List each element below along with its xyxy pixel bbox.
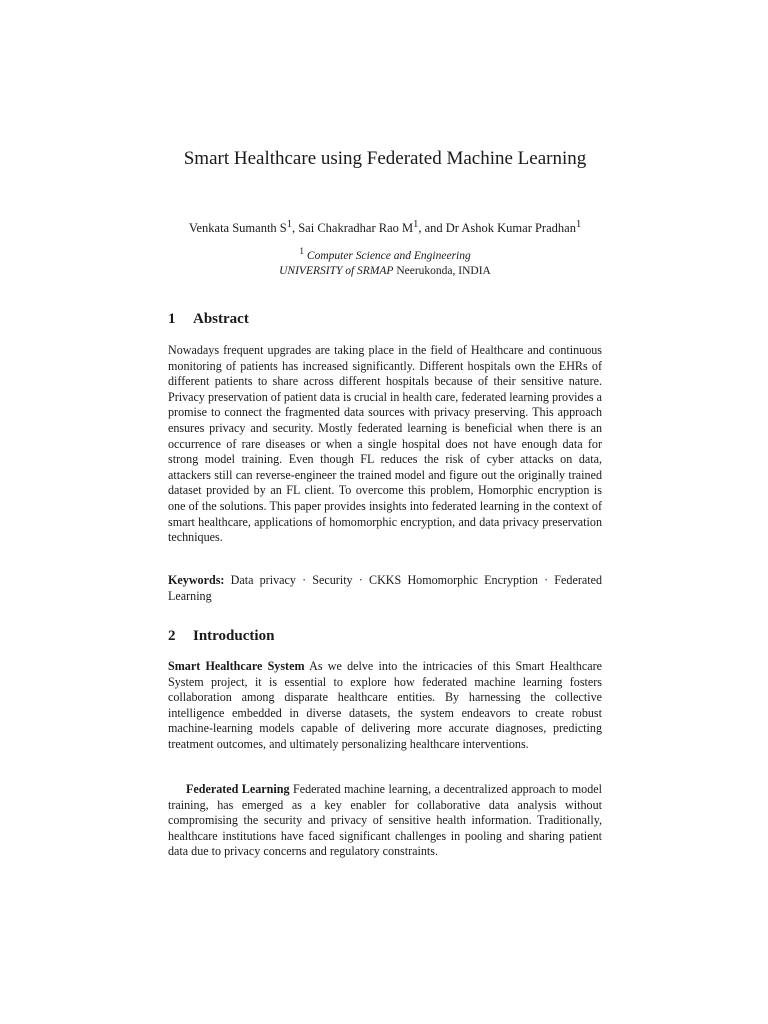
affiliation-block [150,244,620,279]
federated-learning-label: Federated Learning [186,782,290,796]
author-affiliation-mark: 1 [413,219,419,230]
affiliation-department: Computer Science and Engineering [306,249,471,262]
affiliation-mark: 1 [299,246,305,257]
author-name: Sai Chakradhar Rao M [298,221,414,236]
author-name: Venkata Sumanth S [188,221,287,236]
federated-learning-paragraph [168,782,602,860]
keywords-paragraph [168,573,602,604]
keywords-label: Keywords: [168,573,225,587]
abstract-paragraph: Nowadays frequent upgrades are taking place in the field of Healthcare and continuous monitoring of patients has increased significantly. Different hospitals own the EHRs of different patients to share across different hospitals because of their sensitive nature. Privacy preservation of patient data is crucial in health care, federated learning provides a promise to connect the fragmented data sources with privacy preserving. This approach ensures privacy and security. Mostly federated learning is beneficial when there is an occurrence of rare diseases or when a single hospital does not have enough data for strong model training. Even though FL reduces the risk of cyber attacks on data, attackers still can reverse-engineer the trained model and figure out the originally trained dataset provided by an FL client. To overcome this problem, Homorphic encryption is one of the solutions. This paper provides insights into federated learning in the context of smart healthcare, applications of homomorphic encryption, and data privacy preservation techniques. [168,343,602,545]
affiliation-line-1 [150,244,620,264]
section-heading-introduction [168,626,274,646]
section-heading-abstract [168,309,249,329]
section-number: 1 [168,311,176,327]
smart-healthcare-label: Smart Healthcare System [168,659,305,673]
affiliation-university: UNIVERSITY of SRMAP [279,264,394,277]
affiliation-line-2 [150,264,620,279]
keywords-text: Data privacy · Security · CKKS Homomorphic Encryption · Federated Learning [168,573,602,603]
author-name: and Dr Ashok Kumar Pradhan [424,221,576,236]
author-affiliation-mark: 1 [575,219,582,230]
smart-healthcare-paragraph [168,659,602,753]
paper-title: Smart Healthcare using Federated Machine Learning [183,148,587,169]
section-title: Abstract [193,311,249,327]
smart-healthcare-text: As we delve into the intricacies of this Smart Healthcare System project, it is essential to explore how federated machine learning fosters collaboration among disparate healthcare entities. By harnessing the collective intelligence embedded in diverse datasets, the system endeavors to create robust machine-learning models capable of delivering more accurate diagnoses, predicting treatment outcomes, and ultimately personalizing healthcare interventions. [168,659,603,751]
section-title: Introduction [193,628,275,644]
section-number: 2 [168,628,176,644]
author-affiliation-mark: 1 [286,219,292,230]
federated-learning-text: Federated machine learning, a decentralized approach to model training, has emerged as a key enabler for collaborative data analysis without compromising the security and privacy of sensitive health information. Traditionally, healthcare institutions have faced significant challenges in pooling and sharing patient data due to privacy concerns and regulatory constraints. [168,782,603,859]
affiliation-place: Neerukonda, INDIA [396,264,491,277]
author-list: Venkata Sumanth $S^1$, Sai Chakradhar Rao $M^1$, and Dr Ashok Kumar Pradhan$^1$ [188,219,582,236]
